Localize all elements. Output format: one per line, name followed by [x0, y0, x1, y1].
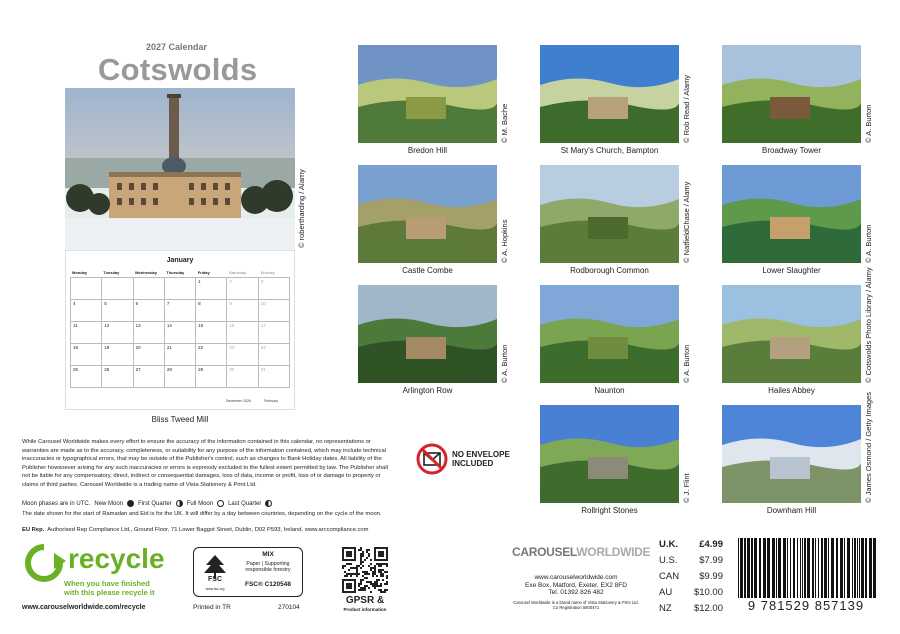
publisher-brand-a: CAROUSEL: [512, 545, 577, 559]
calendar-day-cell: 8: [196, 300, 227, 322]
photo-credit: © James Osmond / Getty Images: [864, 392, 873, 503]
calendar-day-cell: 11: [71, 322, 102, 344]
photo-credit: © M. Bache: [500, 103, 509, 143]
photo-caption: Rodborough Common: [570, 266, 649, 275]
photo-credit: © Rob Read / Alamy: [682, 74, 691, 143]
mini-month-prev: December 2026: [226, 399, 251, 403]
disclaimer-text: While Carousel Worldwide makes every effort to ensure the accuracy of the information contained in this calendar, no representations or warranties are made as to the accuracy, completeness, or suitability for any purpose of the information contained, which may include technical inaccuracies or typographical errors, that may be outside of the Publisher's control, such as changes to Bank Holiday dates. All liability of the Publisher howsoever arising for any such inaccuracies or errors is expressly excluded to the fullest extent permitted by law. The Publisher shall not be liable for any compensatory, direct, indirect or consequential damages, loss of data, income or profit, loss of or damage to property or claims of third parties. Carousel Worldwide is a trading name of Vista Stationery & Print Ltd.: [22, 439, 388, 488]
photo-credit: © A. Burton: [682, 344, 691, 383]
calendar-grid: [70, 277, 290, 388]
calendar-day-cell: 6: [134, 300, 165, 322]
photo-thumbnail: [540, 405, 679, 503]
calendar-day-cell: 4: [71, 300, 102, 322]
weekday-label: Thursday: [166, 270, 185, 275]
photo-caption: Downham Hill: [766, 506, 817, 515]
last-quarter-icon: [265, 500, 272, 507]
last-quarter-label: Last Quarter: [228, 500, 262, 507]
publisher-contact: [512, 574, 640, 597]
isbn-number: 9 781529 857139: [732, 598, 880, 613]
calendar-day-cell: 29: [196, 366, 227, 388]
calendar-day-cell: [102, 278, 133, 300]
moon-phase-intro: Moon phases are in UTC.: [22, 500, 91, 507]
publisher-address: Exe Box, Matford, Exeter. EX2 8FD: [525, 581, 627, 589]
qr-code[interactable]: [342, 547, 388, 593]
photo-credit: © A. Burton: [864, 224, 873, 263]
recycle-icon: [22, 543, 66, 588]
price-currency: AU: [659, 586, 673, 598]
photo-thumbnail: [358, 285, 497, 383]
gpsr-subtitle: Product information: [343, 607, 387, 612]
price-currency: U.K.: [659, 538, 678, 550]
recycle-message: [64, 579, 154, 597]
first-quarter-label: First Quarter: [138, 500, 172, 507]
ramadan-note: The date shown for the start of Ramadan and Eid is for the UK. It will differ by a day between countries, depending on the cycle of the moon.: [22, 511, 382, 517]
price-list: [659, 536, 723, 616]
price-amount: £4.99: [699, 538, 723, 550]
photo-caption: Lower Slaughter: [762, 266, 821, 275]
calendar-day-cell: 24: [259, 344, 290, 366]
photo-caption: Castle Combe: [402, 266, 453, 275]
publisher-notes: [512, 600, 640, 610]
publisher-note1: Carousel Worldwide is a brand name of Vista Stationery & Print Ltd.: [513, 600, 639, 605]
photo-caption: Rollright Stones: [581, 506, 638, 515]
photo-credit: © NatfieldChase / Alamy: [682, 181, 691, 263]
calendar-day-cell: 7: [165, 300, 196, 322]
calendar-day-cell: 5: [102, 300, 133, 322]
product-code: 270104: [278, 604, 300, 611]
photo-caption: Bredon Hill: [407, 146, 448, 155]
new-moon-label: New Moon: [94, 500, 124, 507]
main-photo-credit: © robertharding / Alamy: [297, 169, 306, 248]
calendar-day-cell: 3: [259, 278, 290, 300]
photo-thumbnail: [358, 45, 497, 143]
calendar-day-cell: [71, 278, 102, 300]
calendar-day-cell: 25: [71, 366, 102, 388]
photo-thumbnail: [722, 45, 861, 143]
calendar-day-cell: 28: [165, 366, 196, 388]
calendar-day-cell: 1: [196, 278, 227, 300]
price-currency: CAN: [659, 570, 680, 582]
price-amount: $7.99: [699, 554, 723, 566]
weekday-label: Sunday: [260, 270, 276, 275]
calendar-day-cell: 14: [165, 322, 196, 344]
photo-thumbnail: [540, 165, 679, 263]
price-row: [659, 600, 723, 616]
full-moon-label: Full Moon: [186, 500, 214, 507]
no-envelope-line1: NO ENVELOPE: [452, 450, 510, 459]
calendar-day-cell: 31: [259, 366, 290, 388]
photo-thumbnail: [722, 285, 861, 383]
calendar-month: January: [166, 257, 194, 264]
price-amount: $12.00: [693, 602, 723, 614]
calendar-day-cell: 21: [165, 344, 196, 366]
price-currency: NZ: [659, 602, 672, 614]
calendar-day-cell: 9: [227, 300, 258, 322]
calendar-day-cell: 16: [227, 322, 258, 344]
calendar-day-cell: 17: [259, 322, 290, 344]
calendar-day-cell: 15: [196, 322, 227, 344]
calendar-day-cell: 18: [71, 344, 102, 366]
calendar-day-cell: 30: [227, 366, 258, 388]
price-row: [659, 552, 723, 568]
photo-credit: © A. Burton: [864, 104, 873, 143]
fsc-description: [234, 561, 302, 573]
publisher-logo: [512, 545, 650, 559]
price-row: [659, 584, 723, 600]
photo-thumbnail: [540, 285, 679, 383]
calendar-day-cell: 23: [227, 344, 258, 366]
fsc-logo-text: FSC: [208, 576, 222, 583]
recycle-url: www.carouselworldwide.com/recycle: [22, 604, 146, 611]
photo-credit: © Cotswolds Photo Library / Alamy: [864, 267, 873, 383]
photo-thumbnail: [358, 165, 497, 263]
photo-credit: © J. Flint: [682, 473, 691, 503]
gpsr-title: GPSR &: [345, 595, 385, 606]
calendar-weekday-header: [70, 270, 290, 275]
publisher-tel: Tel. 01392 826 482: [548, 589, 604, 596]
calendar-day-cell: 13: [134, 322, 165, 344]
price-currency: U.S.: [659, 554, 678, 566]
photo-thumbnail: [540, 45, 679, 143]
fsc-badge: [193, 547, 303, 597]
calendar-day-cell: 27: [134, 366, 165, 388]
price-amount: $9.99: [699, 570, 723, 582]
fsc-line2: responsible forestry: [245, 567, 291, 573]
moon-phase-legend: [22, 500, 272, 507]
photo-credit: © A. Burton: [500, 344, 509, 383]
publisher-brand-b: WORLDWIDE: [576, 545, 651, 559]
calendar-title: Cotswolds: [98, 52, 258, 87]
eu-rep: [22, 527, 369, 533]
weekday-label: Saturday: [229, 270, 247, 275]
photo-caption: Hailes Abbey: [768, 386, 815, 395]
eu-rep-label: EU Rep.: [22, 527, 45, 533]
publisher-url: www.carouselworldwide.com: [534, 574, 618, 581]
calendar-day-cell: 26: [102, 366, 133, 388]
main-photo-caption: Bliss Tweed Mill: [151, 415, 209, 424]
weekday-label: Friday: [197, 270, 210, 275]
weekday-label: Wednesday: [134, 270, 157, 275]
calendar-year-label: 2027 Calendar: [146, 42, 208, 52]
calendar-day-cell: 20: [134, 344, 165, 366]
price-amount: $10.00: [693, 586, 723, 598]
fsc-line1: Paper | Supporting: [246, 561, 290, 567]
eu-rep-text: Authorised Rep Compliance Ltd., Ground Floor, 71 Lower Baggot Street, Dublin, D02 P593, Ireland. www.arccompliance.com: [47, 527, 369, 533]
photo-caption: Broadway Tower: [762, 146, 821, 155]
publisher-note2: Co Registration 5800471: [552, 605, 600, 610]
calendar-day-cell: 12: [102, 322, 133, 344]
recycle-word: recycle: [68, 543, 165, 574]
calendar-day-cell: 22: [196, 344, 227, 366]
calendar-day-cell: [165, 278, 196, 300]
calendar-page-preview: [65, 250, 295, 410]
fsc-mix: MIX: [262, 551, 274, 558]
recycle-line2: with this please recycle it: [64, 588, 155, 597]
no-envelope-icon: [416, 443, 448, 480]
price-row: [659, 536, 723, 552]
price-row: [659, 568, 723, 584]
calendar-day-cell: [134, 278, 165, 300]
calendar-day-cell: 10: [259, 300, 290, 322]
weekday-label: Monday: [72, 270, 88, 275]
fsc-code: FSC® C120548: [245, 581, 291, 588]
photo-thumbnail: [722, 165, 861, 263]
photo-caption: St Mary's Church, Bampton: [560, 146, 659, 155]
calendar-day-cell: 2: [227, 278, 258, 300]
photo-credit: © A. Hopkins: [500, 219, 509, 263]
photo-caption: Naunton: [594, 386, 625, 395]
full-moon-icon: [217, 500, 224, 507]
recycle-line1: When you have finished: [64, 579, 150, 588]
no-envelope-line2: INCLUDED: [452, 459, 494, 468]
mini-month-next: February: [264, 399, 279, 403]
no-envelope-text: [452, 450, 510, 468]
new-moon-icon: [127, 500, 134, 507]
photo-thumbnail: [722, 405, 861, 503]
main-photo: [65, 88, 295, 250]
printed-in: Printed in TR: [193, 604, 231, 611]
calendar-day-cell: 19: [102, 344, 133, 366]
weekday-label: Tuesday: [103, 270, 120, 275]
fsc-url: www.fsc.org: [205, 587, 225, 591]
first-quarter-icon: [176, 500, 183, 507]
photo-caption: Arlington Row: [402, 386, 453, 395]
